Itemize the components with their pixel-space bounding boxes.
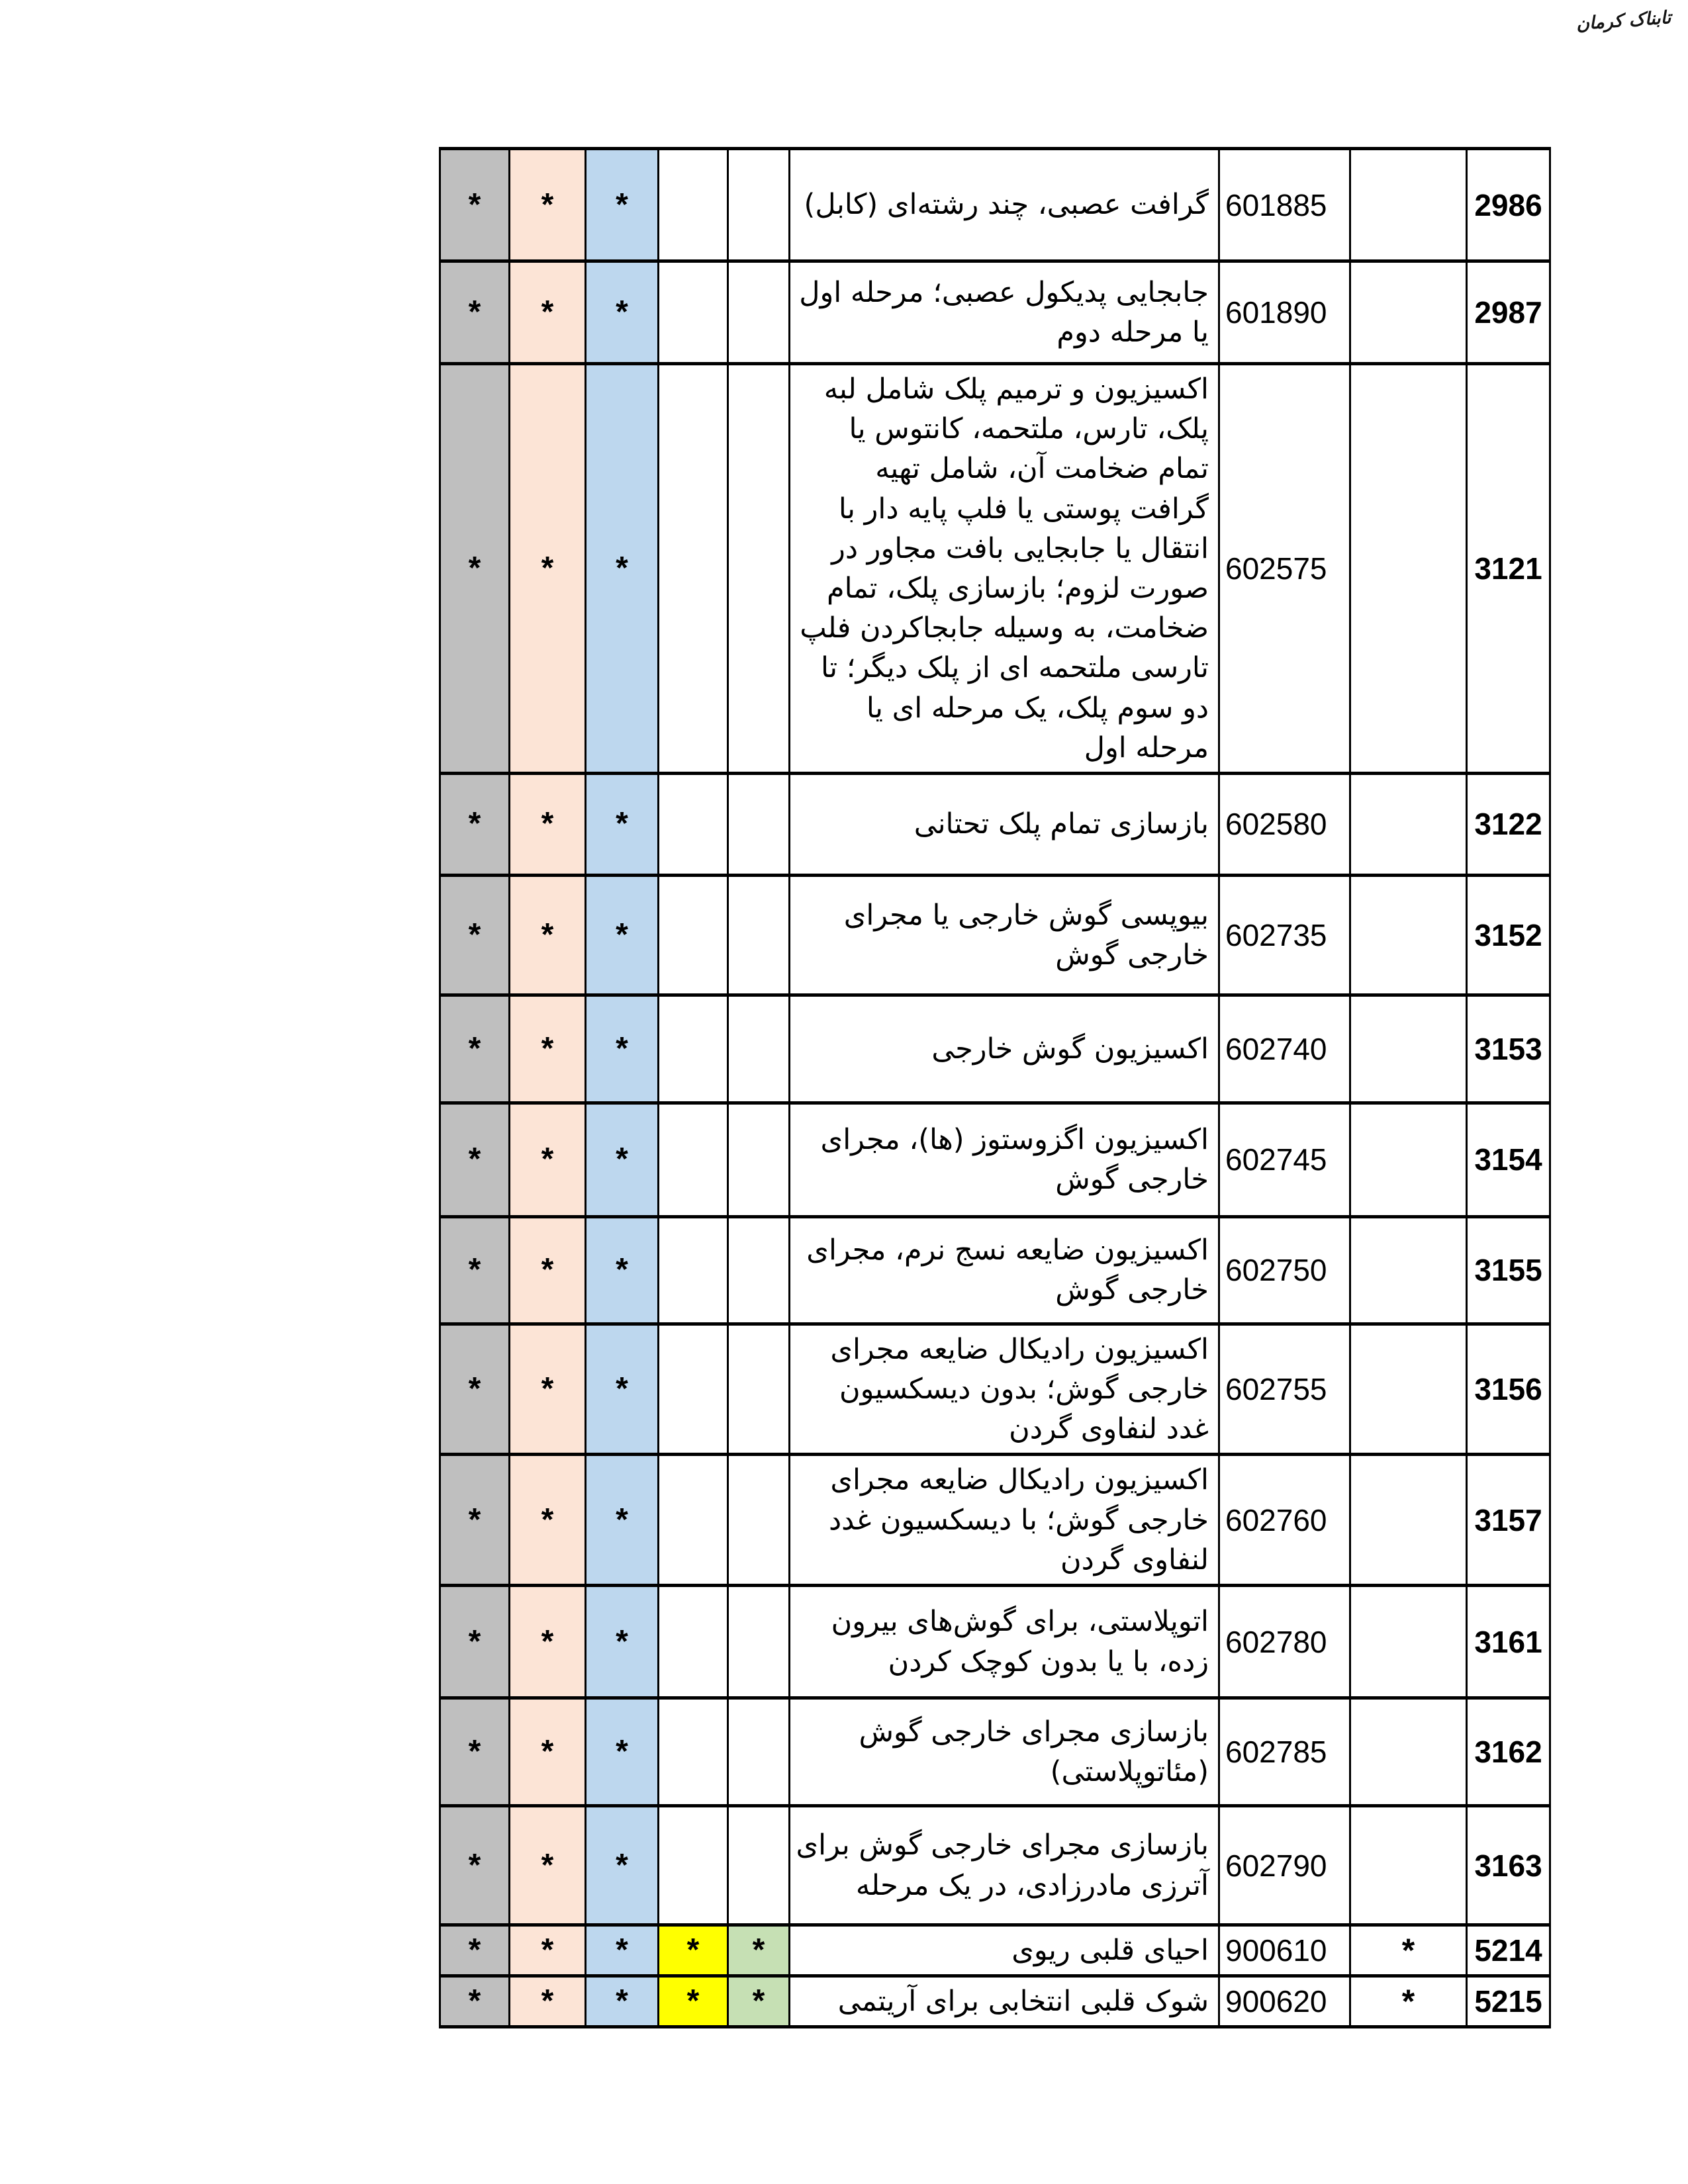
status-gray-cell: * [440, 1103, 510, 1216]
status-blue-cell: * [586, 1324, 659, 1455]
status-blue-cell: * [586, 1698, 659, 1806]
table-row [440, 1698, 1550, 1806]
flag-star-cell [1350, 364, 1467, 774]
flag-star-cell [1350, 1324, 1467, 1455]
status-peach-cell: * [510, 1324, 586, 1455]
status-gray-cell: * [440, 773, 510, 875]
status-peach-cell: * [510, 364, 586, 774]
row-number-cell: 3154 [1467, 1103, 1550, 1216]
flag-star-cell [1350, 875, 1467, 995]
row-number-cell: 3155 [1467, 1216, 1550, 1324]
status-yellow-cell [659, 1216, 728, 1324]
status-green-cell [728, 1455, 790, 1586]
row-number-cell: 3157 [1467, 1455, 1550, 1586]
status-green-cell [728, 149, 790, 261]
status-peach-cell: * [510, 1103, 586, 1216]
table-row [440, 1324, 1550, 1455]
status-peach-cell: * [510, 1806, 586, 1925]
status-yellow-cell [659, 1103, 728, 1216]
status-green-cell [728, 261, 790, 364]
flag-star-cell [1350, 1586, 1467, 1698]
table-row [440, 149, 1550, 261]
status-blue-cell: * [586, 875, 659, 995]
flag-star-cell [1350, 1806, 1467, 1925]
status-yellow-cell [659, 364, 728, 774]
description-cell: اکسیزیون و ترمیم پلک شامل لبه پلک، تارس، ملتحمه، کانتوس یا تمام ضخامت آن، شامل تهیه گرافت پوستی یا فلپ پایه دار با انتقال یا جابجایی بافت مجاور در صورت لزوم؛ بازسازی پلک، تمام ضخامت، به وسیله جابجاکردن فلپ تارسی ملتحمه ای از پلک دیگر؛ تا دو سوم پلک، یک مرحله ای یا مرحله اول [790, 364, 1219, 774]
procedure-code-cell: 602760 [1219, 1455, 1350, 1586]
status-green-cell [728, 1806, 790, 1925]
procedure-code-cell: 602575 [1219, 364, 1350, 774]
status-peach-cell: * [510, 1455, 586, 1586]
status-gray-cell: * [440, 149, 510, 261]
status-blue-cell: * [586, 1976, 659, 2027]
flag-star-cell: * [1350, 1925, 1467, 1976]
status-blue-cell: * [586, 1216, 659, 1324]
status-yellow-cell [659, 1698, 728, 1806]
procedure-code-cell: 601885 [1219, 149, 1350, 261]
status-peach-cell: * [510, 149, 586, 261]
description-cell: جابجایی پدیکول عصبی؛ مرحله اول یا مرحله دوم [790, 261, 1219, 364]
row-number-cell: 2987 [1467, 261, 1550, 364]
status-yellow-cell [659, 875, 728, 995]
status-blue-cell: * [586, 773, 659, 875]
status-yellow-cell [659, 261, 728, 364]
status-blue-cell: * [586, 1806, 659, 1925]
status-green-cell [728, 1103, 790, 1216]
row-number-cell: 3153 [1467, 995, 1550, 1103]
status-gray-cell: * [440, 995, 510, 1103]
status-green-cell: * [728, 1925, 790, 1976]
row-number-cell: 3156 [1467, 1324, 1550, 1455]
status-gray-cell: * [440, 875, 510, 995]
status-green-cell [728, 875, 790, 995]
status-green-cell [728, 995, 790, 1103]
procedure-code-cell: 602755 [1219, 1324, 1350, 1455]
status-peach-cell: * [510, 875, 586, 995]
row-number-cell: 3162 [1467, 1698, 1550, 1806]
procedure-code-cell: 602580 [1219, 773, 1350, 875]
status-yellow-cell: * [659, 1925, 728, 1976]
row-number-cell: 3163 [1467, 1806, 1550, 1925]
flag-star-cell [1350, 995, 1467, 1103]
status-yellow-cell [659, 1324, 728, 1455]
status-yellow-cell [659, 149, 728, 261]
table-row [440, 773, 1550, 875]
row-number-cell: 3121 [1467, 364, 1550, 774]
status-green-cell [728, 1698, 790, 1806]
status-blue-cell: * [586, 1103, 659, 1216]
status-gray-cell: * [440, 1455, 510, 1586]
flag-star-cell [1350, 773, 1467, 875]
status-peach-cell: * [510, 995, 586, 1103]
description-cell: گرافت عصبی، چند رشته‌ای (کابل) [790, 149, 1219, 261]
status-gray-cell: * [440, 261, 510, 364]
status-yellow-cell [659, 1586, 728, 1698]
table-row [440, 995, 1550, 1103]
description-cell: بازسازی مجرای خارجی گوش (مئاتوپلاستی) [790, 1698, 1219, 1806]
logo-text: تابناک کرمان [1575, 7, 1671, 34]
procedure-code-cell: 602790 [1219, 1806, 1350, 1925]
procedure-code-cell: 602740 [1219, 995, 1350, 1103]
status-blue-cell: * [586, 1925, 659, 1976]
description-cell: اکسیزیون رادیکال ضایعه مجرای خارجی گوش؛ بدون دیسکسیون غدد لنفاوی گردن [790, 1324, 1219, 1455]
flag-star-cell [1350, 1103, 1467, 1216]
status-green-cell: * [728, 1976, 790, 2027]
status-peach-cell: * [510, 261, 586, 364]
flag-star-cell [1350, 261, 1467, 364]
status-peach-cell: * [510, 1976, 586, 2027]
table-row [440, 1216, 1550, 1324]
description-cell: اکسیزیون رادیکال ضایعه مجرای خارجی گوش؛ با دیسکسیون غدد لنفاوی گردن [790, 1455, 1219, 1586]
table-row [440, 1455, 1550, 1586]
status-peach-cell: * [510, 1216, 586, 1324]
status-blue-cell: * [586, 149, 659, 261]
flag-star-cell [1350, 1698, 1467, 1806]
table-row [440, 1586, 1550, 1698]
status-green-cell [728, 1324, 790, 1455]
procedure-code-cell: 900610 [1219, 1925, 1350, 1976]
row-number-cell: 3161 [1467, 1586, 1550, 1698]
description-cell: شوک قلبی انتخابی برای آریتمی [790, 1976, 1219, 2027]
description-cell: اکسیزیون اگزوستوز (ها)، مجرای خارجی گوش [790, 1103, 1219, 1216]
description-cell: اکسیزیون گوش خارجی [790, 995, 1219, 1103]
status-yellow-cell [659, 995, 728, 1103]
status-green-cell [728, 1216, 790, 1324]
table-row [440, 1976, 1550, 2027]
procedure-code-cell: 601890 [1219, 261, 1350, 364]
procedure-fee-table [439, 147, 1551, 2028]
row-number-cell: 5215 [1467, 1976, 1550, 2027]
row-number-cell: 3122 [1467, 773, 1550, 875]
table-row [440, 1925, 1550, 1976]
procedure-code-cell: 602745 [1219, 1103, 1350, 1216]
status-gray-cell: * [440, 1698, 510, 1806]
flag-star-cell [1350, 149, 1467, 261]
table-row [440, 875, 1550, 995]
status-peach-cell: * [510, 1586, 586, 1698]
status-gray-cell: * [440, 1586, 510, 1698]
description-cell: بازسازی مجرای خارجی گوش برای آترزی مادرزادی، در یک مرحله [790, 1806, 1219, 1925]
status-green-cell [728, 773, 790, 875]
procedure-code-cell: 602750 [1219, 1216, 1350, 1324]
status-gray-cell: * [440, 1925, 510, 1976]
status-blue-cell: * [586, 1455, 659, 1586]
row-number-cell: 3152 [1467, 875, 1550, 995]
flag-star-cell [1350, 1455, 1467, 1586]
status-yellow-cell: * [659, 1976, 728, 2027]
status-blue-cell: * [586, 364, 659, 774]
status-gray-cell: * [440, 1976, 510, 2027]
description-cell: اتوپلاستی، برای گوش‌های بیرون زده، با یا بدون کوچک کردن [790, 1586, 1219, 1698]
status-blue-cell: * [586, 1586, 659, 1698]
flag-star-cell [1350, 1216, 1467, 1324]
table-row [440, 1103, 1550, 1216]
status-peach-cell: * [510, 1925, 586, 1976]
status-yellow-cell [659, 1455, 728, 1586]
table-row [440, 1806, 1550, 1925]
row-number-cell: 2986 [1467, 149, 1550, 261]
status-peach-cell: * [510, 773, 586, 875]
status-gray-cell: * [440, 1324, 510, 1455]
procedure-code-cell: 602735 [1219, 875, 1350, 995]
status-yellow-cell [659, 773, 728, 875]
status-gray-cell: * [440, 1216, 510, 1324]
row-number-cell: 5214 [1467, 1925, 1550, 1976]
procedure-code-cell: 602785 [1219, 1698, 1350, 1806]
fee-table-body [440, 149, 1550, 2027]
procedure-code-cell: 602780 [1219, 1586, 1350, 1698]
table-row [440, 364, 1550, 774]
status-gray-cell: * [440, 1806, 510, 1925]
description-cell: احیای قلبی ریوی [790, 1925, 1219, 1976]
status-blue-cell: * [586, 261, 659, 364]
flag-star-cell: * [1350, 1976, 1467, 2027]
status-gray-cell: * [440, 364, 510, 774]
description-cell: بازسازی تمام پلک تحتانی [790, 773, 1219, 875]
description-cell: بیوپسی گوش خارجی یا مجرای خارجی گوش [790, 875, 1219, 995]
status-blue-cell: * [586, 995, 659, 1103]
status-green-cell [728, 1586, 790, 1698]
status-peach-cell: * [510, 1698, 586, 1806]
status-green-cell [728, 364, 790, 774]
description-cell: اکسیزیون ضایعه نسج نرم، مجرای خارجی گوش [790, 1216, 1219, 1324]
table-row [440, 261, 1550, 364]
status-yellow-cell [659, 1806, 728, 1925]
procedure-code-cell: 900620 [1219, 1976, 1350, 2027]
